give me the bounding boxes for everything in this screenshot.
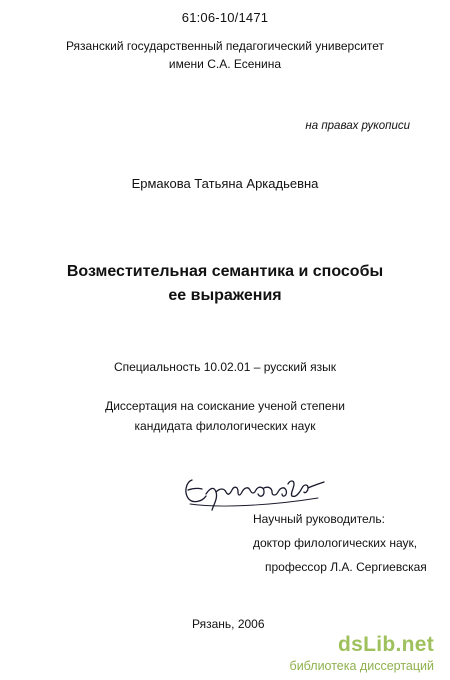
supervisor-label: Научный руководитель: — [253, 512, 385, 526]
watermark-logo-text: dsLib.net — [337, 633, 434, 656]
university-name-line1: Рязанский государственный педагогический университет — [65, 39, 385, 53]
handwritten-signature — [178, 458, 334, 518]
place-and-year: Рязань, 2006 — [192, 617, 265, 631]
catalog-code: 61:06-10/1471 — [181, 10, 269, 25]
author-name: Ермакова Татьяна Аркадьевна — [131, 176, 319, 191]
supervisor-name: профессор Л.А. Сергиевская — [265, 560, 427, 574]
dissertation-title-line1: Возместительная семантика и способы — [66, 263, 384, 280]
degree-line1: Диссертация на соискание ученой степени — [105, 399, 345, 413]
supervisor-degree: доктор филологических наук, — [253, 536, 418, 550]
specialty-line: Специальность 10.02.01 – русский язык — [113, 360, 337, 374]
watermark-tagline: библиотека диссертаций — [289, 659, 434, 673]
dissertation-title-line2: ее выражения — [168, 287, 282, 304]
manuscript-rights-note: на правах рукописи — [305, 120, 410, 132]
degree-line2: кандидата филологических наук — [134, 419, 316, 433]
university-name-line2: имени С.А. Есенина — [168, 57, 282, 71]
